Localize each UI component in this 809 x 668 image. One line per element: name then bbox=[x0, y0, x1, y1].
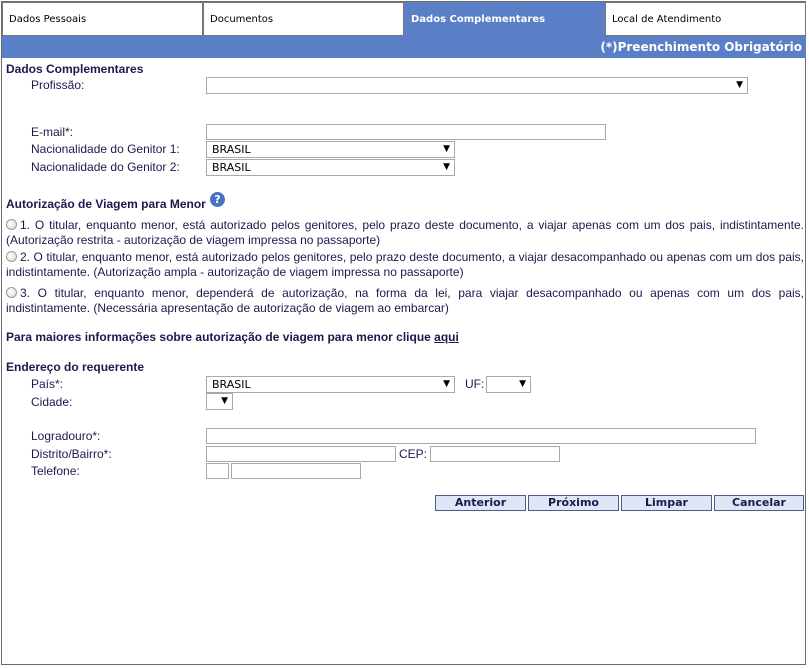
parent2-nationality-label: Nacionalidade do Genitor 2: bbox=[31, 160, 180, 174]
country-label: País*: bbox=[31, 377, 64, 391]
city-label: Cidade: bbox=[31, 395, 73, 409]
chevron-down-icon: ▼ bbox=[443, 162, 450, 172]
uf-select[interactable] bbox=[486, 376, 531, 393]
chevron-down-icon: ▼ bbox=[736, 80, 743, 90]
district-label: Distrito/Bairro*: bbox=[31, 447, 112, 461]
section-title-complementary: Dados Complementares bbox=[6, 62, 144, 76]
travel-option-3-radio[interactable] bbox=[6, 287, 17, 298]
city-select[interactable] bbox=[206, 393, 233, 410]
chevron-down-icon: ▼ bbox=[519, 379, 526, 389]
cep-field[interactable] bbox=[430, 446, 560, 462]
travel-option-1-radio[interactable] bbox=[6, 219, 17, 230]
section-title-travel: Autorização de Viagem para Menor bbox=[6, 197, 206, 211]
clear-button[interactable]: Limpar bbox=[621, 495, 712, 511]
required-note-bar bbox=[2, 36, 806, 58]
phone-label: Telefone: bbox=[31, 464, 80, 478]
parent1-nationality-value: BRASIL bbox=[212, 143, 251, 156]
section-title-address: Endereço do requerente bbox=[6, 360, 145, 374]
profession-label: Profissão: bbox=[31, 78, 85, 92]
parent1-nationality-select[interactable] bbox=[206, 141, 455, 158]
next-button[interactable]: Próximo bbox=[528, 495, 619, 511]
phone-number-field[interactable] bbox=[231, 463, 361, 479]
previous-button[interactable]: Anterior bbox=[435, 495, 526, 511]
country-select[interactable] bbox=[206, 376, 455, 393]
more-info bbox=[6, 330, 459, 344]
required-note: (*)Preenchimento Obrigatório bbox=[600, 40, 802, 54]
chevron-down-icon: ▼ bbox=[443, 379, 450, 389]
cep-label: CEP: bbox=[399, 447, 428, 461]
tab-documentos[interactable]: Documentos bbox=[203, 2, 404, 36]
street-field[interactable] bbox=[206, 428, 756, 444]
chevron-down-icon: ▼ bbox=[221, 396, 228, 406]
tab-local-atendimento[interactable]: Local de Atendimento bbox=[605, 2, 806, 36]
cancel-button[interactable]: Cancelar bbox=[714, 495, 804, 511]
uf-label: UF: bbox=[465, 377, 485, 391]
country-value: BRASIL bbox=[212, 378, 251, 391]
travel-option-2-radio[interactable] bbox=[6, 251, 17, 262]
district-field[interactable] bbox=[206, 446, 396, 462]
help-icon[interactable]: ? bbox=[210, 192, 225, 207]
travel-option-1-text: 1. O titular, enquanto menor, está autorizado pelos genitores, pelo prazo deste documento, a viajar apenas com um dos pais, indistintamente. (Autorização restrita - autorização de viagem impressa no passaporte) bbox=[6, 218, 804, 247]
street-label: Logradouro*: bbox=[31, 429, 101, 443]
email-label: E-mail*: bbox=[31, 125, 74, 139]
parent2-nationality-value: BRASIL bbox=[212, 161, 251, 174]
travel-option-2-text: 2. O titular, enquanto menor, está autorizado pelos genitores, pelo prazo deste documento, a viajar desacompanhado ou apenas com um dos pais, indistintamente. (Autorização ampla - autorização de viagem impressa no passaporte) bbox=[6, 250, 804, 279]
travel-option-1[interactable] bbox=[6, 218, 804, 248]
more-info-link[interactable]: aqui bbox=[434, 330, 459, 344]
more-info-text: Para maiores informações sobre autorização de viagem para menor clique bbox=[6, 330, 435, 344]
profession-select[interactable] bbox=[206, 77, 748, 94]
phone-ddd-field[interactable] bbox=[206, 463, 229, 479]
travel-option-3-text: 3. O titular, enquanto menor, dependerá de autorização, na forma da lei, para viajar desacompanhado ou apenas com um dos pais, indistintamente. (Necessária apresentação de autorização de viagem ao embarcar) bbox=[6, 286, 804, 315]
parent1-nationality-label: Nacionalidade do Genitor 1: bbox=[31, 142, 180, 156]
parent2-nationality-select[interactable] bbox=[206, 159, 455, 176]
tab-dados-pessoais[interactable]: Dados Pessoais bbox=[2, 2, 203, 36]
chevron-down-icon: ▼ bbox=[443, 144, 450, 154]
travel-option-3[interactable] bbox=[6, 286, 804, 316]
tab-bar bbox=[2, 2, 806, 36]
tab-dados-complementares[interactable]: Dados Complementares bbox=[404, 2, 605, 36]
email-field[interactable] bbox=[206, 124, 606, 140]
travel-option-2[interactable] bbox=[6, 250, 804, 280]
